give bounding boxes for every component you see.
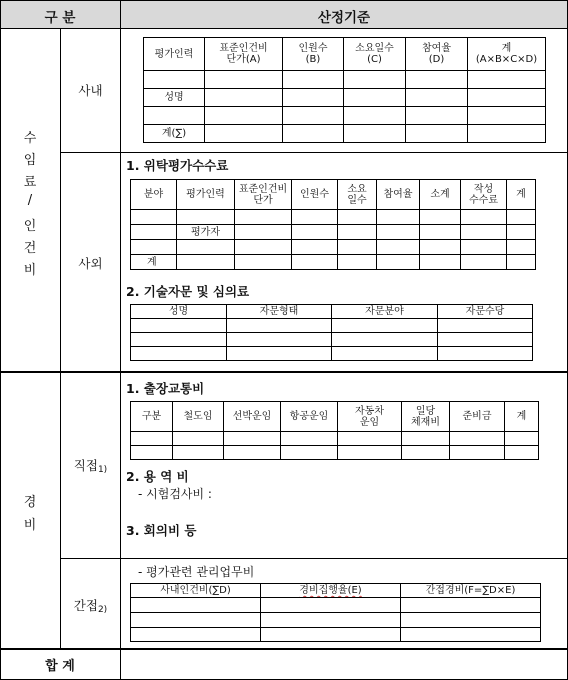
indirect-label: 간접2) bbox=[73, 598, 108, 615]
subcolumn-divider bbox=[60, 28, 61, 648]
travel-col-total: 계 bbox=[505, 402, 539, 432]
direct-section3-title: 3. 회의비 등 bbox=[126, 523, 197, 538]
fee-col-subtotal: 소계 bbox=[420, 180, 461, 210]
table-row bbox=[144, 107, 546, 125]
table-row bbox=[131, 446, 539, 460]
advisory-col-name: 성명 bbox=[131, 305, 227, 319]
travel-col-preparation: 준비금 bbox=[450, 402, 505, 432]
travel-col-category: 구분 bbox=[131, 402, 173, 432]
travel-col-rail: 철도임 bbox=[173, 402, 224, 432]
frame-top bbox=[0, 0, 568, 1]
advisory-col-allowance: 자문수당 bbox=[438, 305, 533, 319]
total-label: 합 계 bbox=[45, 659, 75, 674]
table-row: 성명 bbox=[144, 89, 546, 107]
header-category: 구 분 bbox=[44, 10, 76, 26]
table-row bbox=[131, 333, 533, 347]
inhouse-col-headcount: 인원수 (B) bbox=[283, 38, 344, 71]
inhouse-col-days: 소요일수 (C) bbox=[344, 38, 406, 71]
advisory-col-field: 자문분야 bbox=[332, 305, 438, 319]
external-fee-table bbox=[130, 179, 536, 270]
table-row bbox=[131, 319, 533, 333]
table-row bbox=[131, 347, 533, 361]
rule-labor-expenses bbox=[0, 371, 568, 373]
table-row bbox=[131, 210, 536, 225]
fee-col-participation: 참여율 bbox=[377, 180, 420, 210]
table-row bbox=[144, 71, 546, 89]
inhouse-header-row bbox=[144, 38, 546, 71]
travel-header-row bbox=[131, 402, 539, 432]
external-section2-title: 2. 기술자문 및 심의료 bbox=[126, 284, 250, 299]
inhouse-col-participation: 참여율 (D) bbox=[406, 38, 468, 71]
indirect-col-inhouse-labor: 사내인건비(∑D) bbox=[131, 584, 261, 598]
rule-inhouse-external bbox=[60, 152, 568, 153]
rule-direct-indirect bbox=[60, 558, 568, 559]
external-section1-title: 1. 위탁평가수수료 bbox=[126, 158, 229, 173]
direct-section1-title: 1. 출장교통비 bbox=[126, 381, 205, 396]
inhouse-col-sum: 계 (A×B×C×D) bbox=[468, 38, 546, 71]
table-row bbox=[131, 240, 536, 255]
indirect-header-row bbox=[131, 584, 541, 598]
advisory-col-type: 자문형태 bbox=[227, 305, 332, 319]
travel-table bbox=[130, 401, 539, 460]
advisory-header-row bbox=[131, 305, 533, 319]
fee-col-unit-cost: 표준인건비 단가 bbox=[235, 180, 292, 210]
fee-col-writing-fee: 작성 수수료 bbox=[461, 180, 507, 210]
table-row bbox=[131, 628, 541, 642]
rule-total bbox=[0, 648, 568, 650]
table-row: 계(∑) bbox=[144, 125, 546, 143]
indirect-item: - 평가관련 관리업무비 bbox=[138, 565, 255, 579]
table-row: 계 bbox=[131, 255, 536, 270]
travel-col-ship: 선박운임 bbox=[224, 402, 281, 432]
frame-left bbox=[0, 0, 1, 680]
indirect-col-exec-rate: 경비집행율(E) bbox=[261, 584, 401, 598]
indirect-col-indirect-cost: 간접경비(F=∑D×E) bbox=[401, 584, 541, 598]
travel-col-air: 항공운임 bbox=[281, 402, 338, 432]
travel-col-car: 자동차 운임 bbox=[338, 402, 402, 432]
inhouse-table bbox=[143, 37, 546, 143]
table-row: 평가자 bbox=[131, 225, 536, 240]
direct-section2-item: - 시험검사비 : bbox=[138, 487, 212, 501]
header-rule bbox=[0, 28, 568, 29]
indirect-table bbox=[130, 583, 541, 642]
fee-col-field: 분야 bbox=[131, 180, 177, 210]
direct-section2-title: 2. 용 역 비 bbox=[126, 469, 189, 484]
travel-col-per-diem: 일당 체재비 bbox=[402, 402, 450, 432]
inhouse-col-rater: 평가인력 bbox=[144, 38, 205, 71]
external-fee-header-row bbox=[131, 180, 536, 210]
header-criteria: 산정기준 bbox=[317, 10, 371, 26]
advisory-table bbox=[130, 304, 533, 361]
fee-col-headcount: 인원수 bbox=[292, 180, 338, 210]
table-row bbox=[131, 432, 539, 446]
fee-col-rater: 평가인력 bbox=[177, 180, 235, 210]
fee-col-days: 소요 일수 bbox=[338, 180, 377, 210]
table-row bbox=[131, 598, 541, 613]
inhouse-col-unit-cost: 표준인건비 단가(A) bbox=[205, 38, 283, 71]
fee-col-total: 계 bbox=[507, 180, 536, 210]
column-divider bbox=[120, 0, 121, 680]
table-row bbox=[131, 613, 541, 628]
direct-label: 직접1) bbox=[73, 458, 108, 475]
inhouse-label: 사내 bbox=[78, 83, 103, 98]
external-label: 사외 bbox=[78, 256, 103, 271]
